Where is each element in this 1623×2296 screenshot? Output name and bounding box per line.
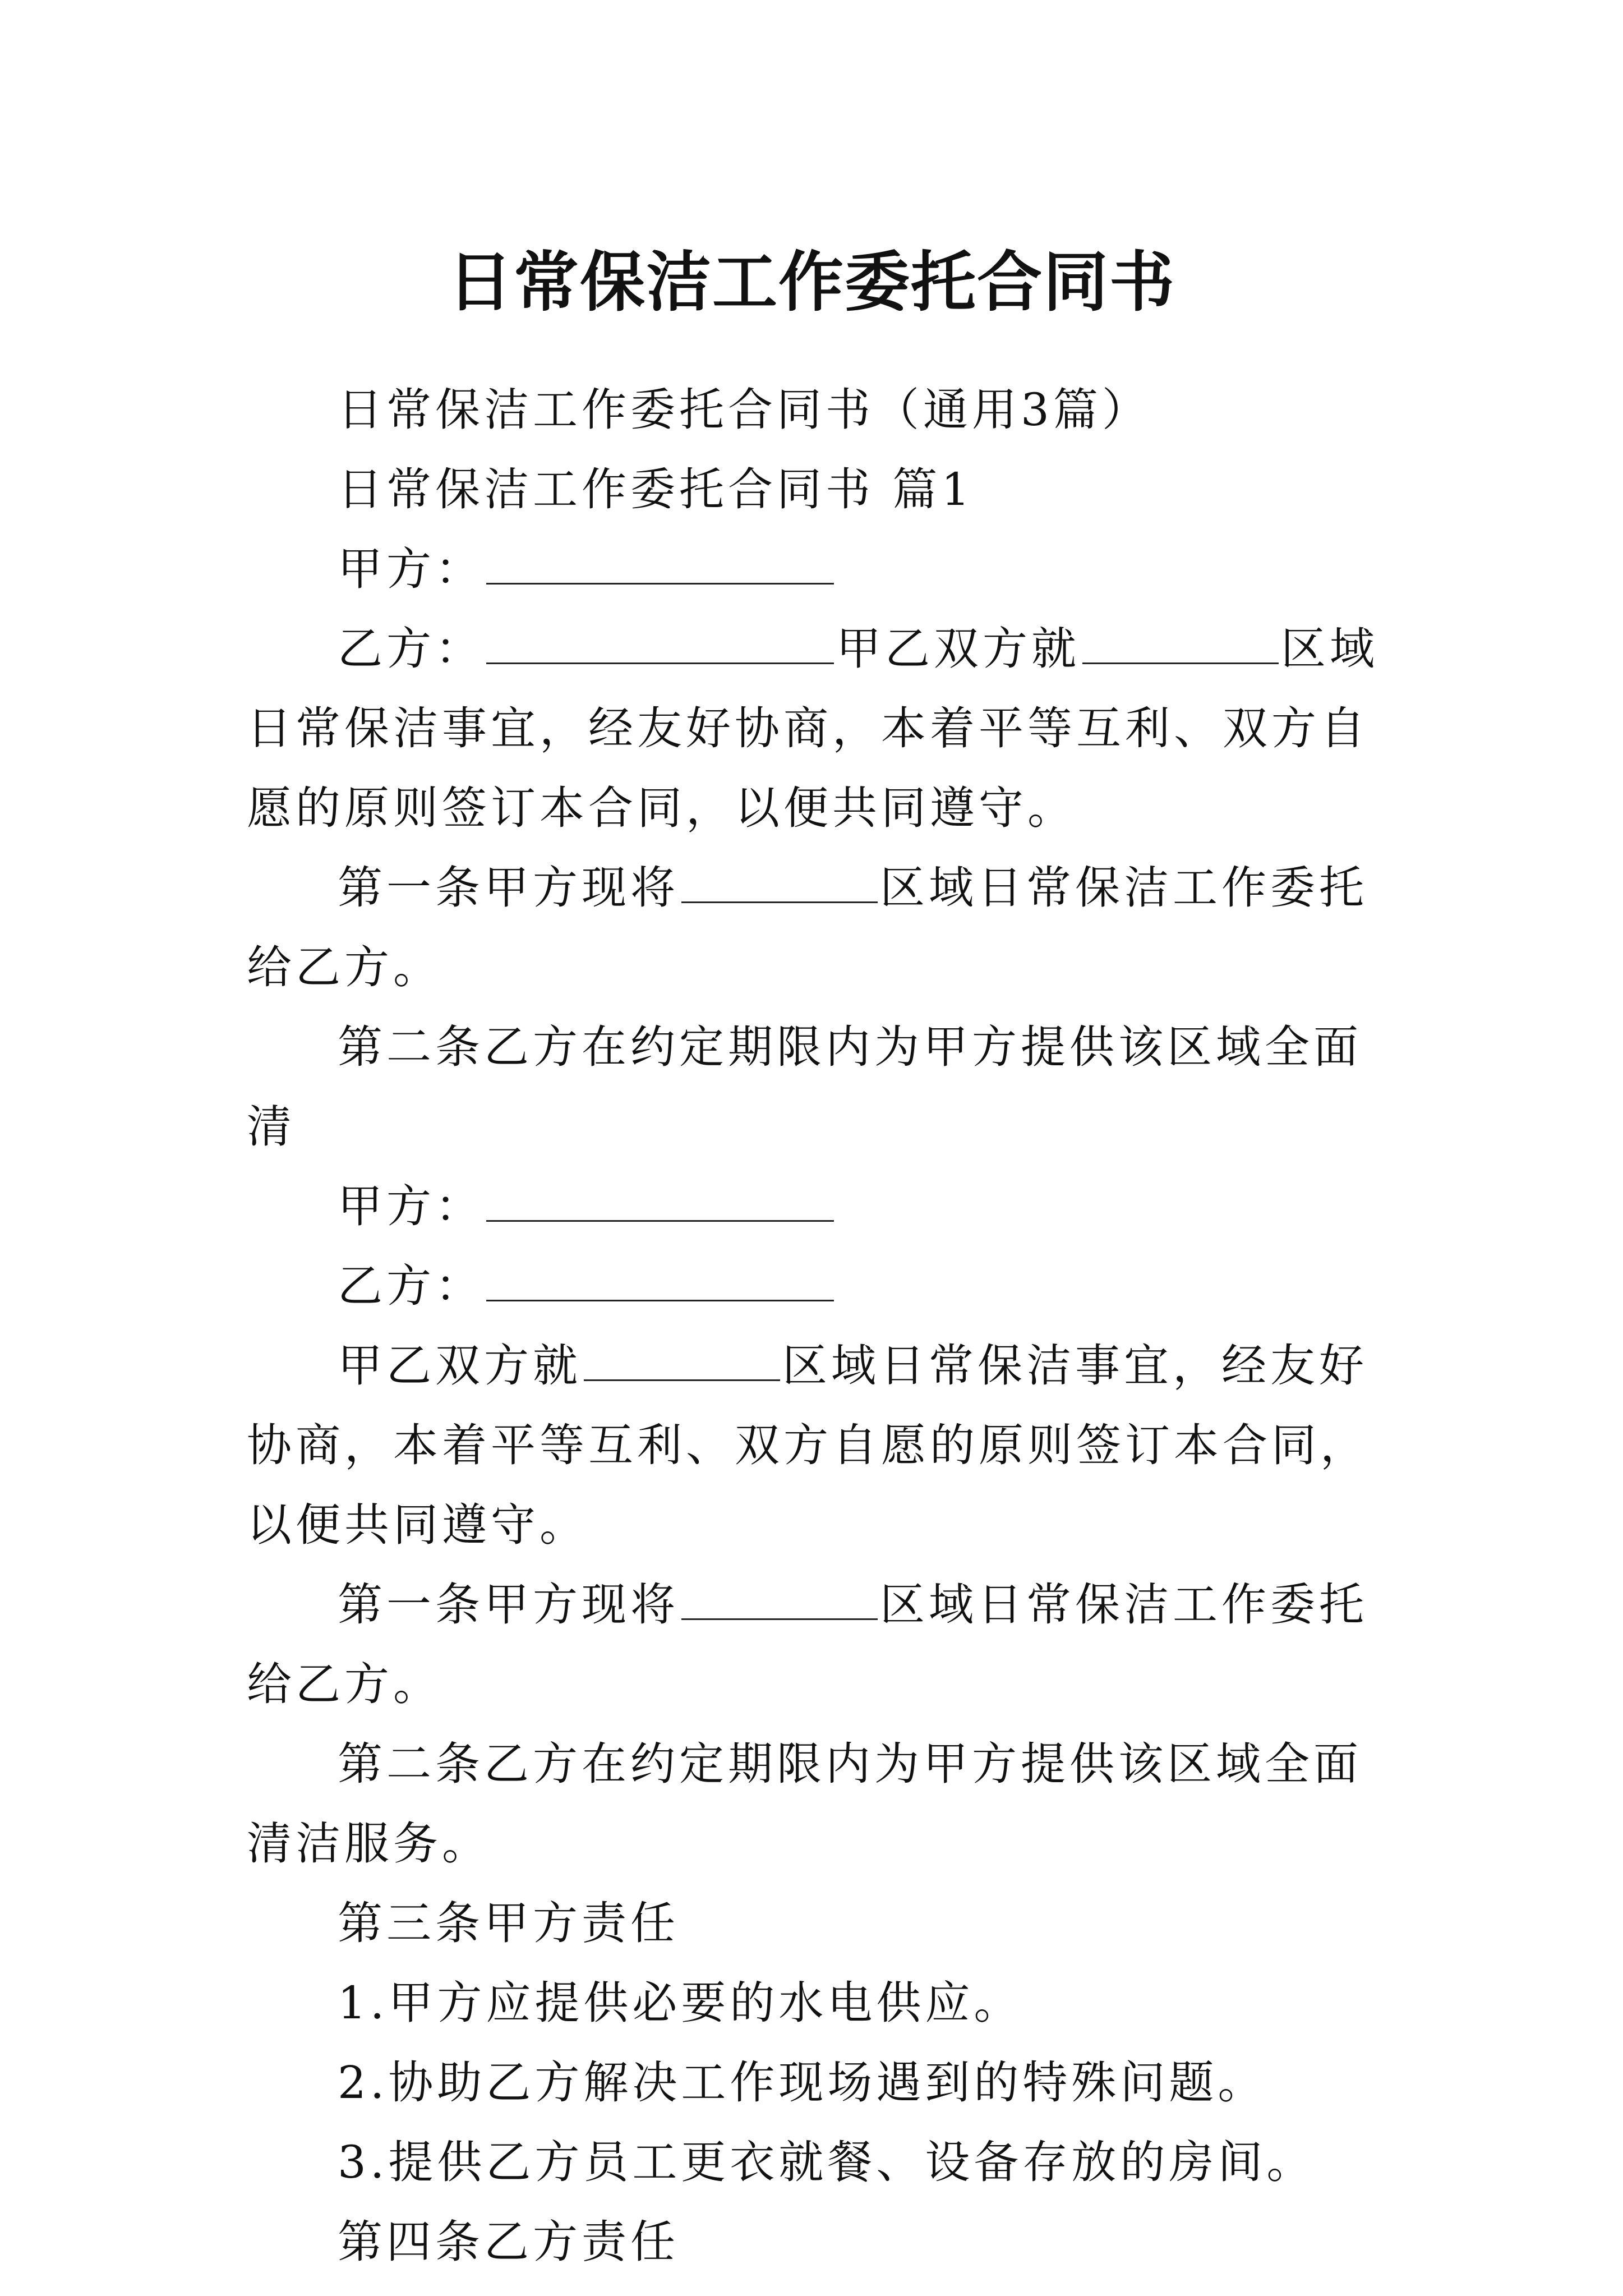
paragraph-text: 区域日常保洁事宜，经友好协商，本着平等互利、双方自愿的原则签订本合同，以便共同遵守。: [247, 1340, 1369, 1551]
paragraph-text: 甲方：: [338, 543, 484, 595]
paragraph-text: 3.提供乙方员工更衣就餐、设备存放的房间。: [338, 2136, 1316, 2188]
paragraph-text: 第二条乙方在约定期限内为甲方提供该区域全面清洁服务。: [247, 1738, 1362, 1870]
paragraph-text: 乙方：: [338, 623, 484, 675]
paragraph: [247, 1565, 1385, 1724]
document-body: [247, 370, 1385, 2282]
paragraph-text: 日常保洁工作委托合同书 篇1: [338, 463, 974, 516]
paragraph-text: 甲乙双方就: [836, 623, 1080, 675]
paragraph-text: 1.甲方应提供必要的水电供应。: [338, 1977, 1023, 2029]
paragraph: [247, 848, 1385, 1007]
fill-in-blank: [486, 582, 834, 585]
paragraph: [247, 1884, 1385, 1963]
paragraph-text: 第四条乙方责任: [338, 2216, 679, 2268]
fill-in-blank: [681, 1618, 878, 1620]
fill-in-blank: [584, 1379, 780, 1381]
paragraph: [247, 1246, 1385, 1326]
paragraph-text: 区域日常保洁事宜，经友好协商，本着平等互利、双方自愿的原则签订本合同，以便共同遵守。: [247, 623, 1378, 834]
fill-in-blank: [486, 1299, 834, 1301]
fill-in-blank: [486, 1220, 834, 1222]
paragraph: [247, 450, 1385, 530]
paragraph: [247, 1326, 1385, 1565]
paragraph-text: 甲乙双方就: [338, 1340, 582, 1392]
paragraph-text: 第三条甲方责任: [338, 1897, 679, 1949]
paragraph-text: 日常保洁工作委托合同书（通用3篇）: [338, 384, 1151, 436]
fill-in-blank: [1082, 662, 1279, 664]
paragraph-text: 甲方：: [338, 1180, 484, 1232]
paragraph: [247, 1007, 1385, 1167]
paragraph: [247, 530, 1385, 609]
paragraph-text: 2.协助乙方解决工作现场遇到的特殊问题。: [338, 2056, 1267, 2109]
paragraph: [247, 2202, 1385, 2282]
fill-in-blank: [681, 901, 878, 903]
paragraph: [247, 2123, 1385, 2202]
paragraph: [247, 1167, 1385, 1246]
paragraph: [247, 1963, 1385, 2043]
paragraph-text: 区域日常保洁工作委托给乙方。: [247, 1579, 1368, 1710]
paragraph: [247, 1724, 1385, 1884]
fill-in-blank: [486, 662, 834, 664]
paragraph-text: 乙方：: [338, 1260, 484, 1312]
paragraph: [247, 2043, 1385, 2123]
paragraph-text: 第一条甲方现将: [338, 862, 679, 914]
paragraph: [247, 370, 1385, 450]
paragraph-text: 区域日常保洁工作委托给乙方。: [247, 862, 1368, 993]
paragraph: [247, 609, 1385, 848]
paragraph-text: 第一条甲方现将: [338, 1579, 679, 1631]
document-title: 日常保洁工作委托合同书: [448, 243, 1175, 320]
paragraph-text: 第二条乙方在约定期限内为甲方提供该区域全面清: [247, 1021, 1362, 1153]
